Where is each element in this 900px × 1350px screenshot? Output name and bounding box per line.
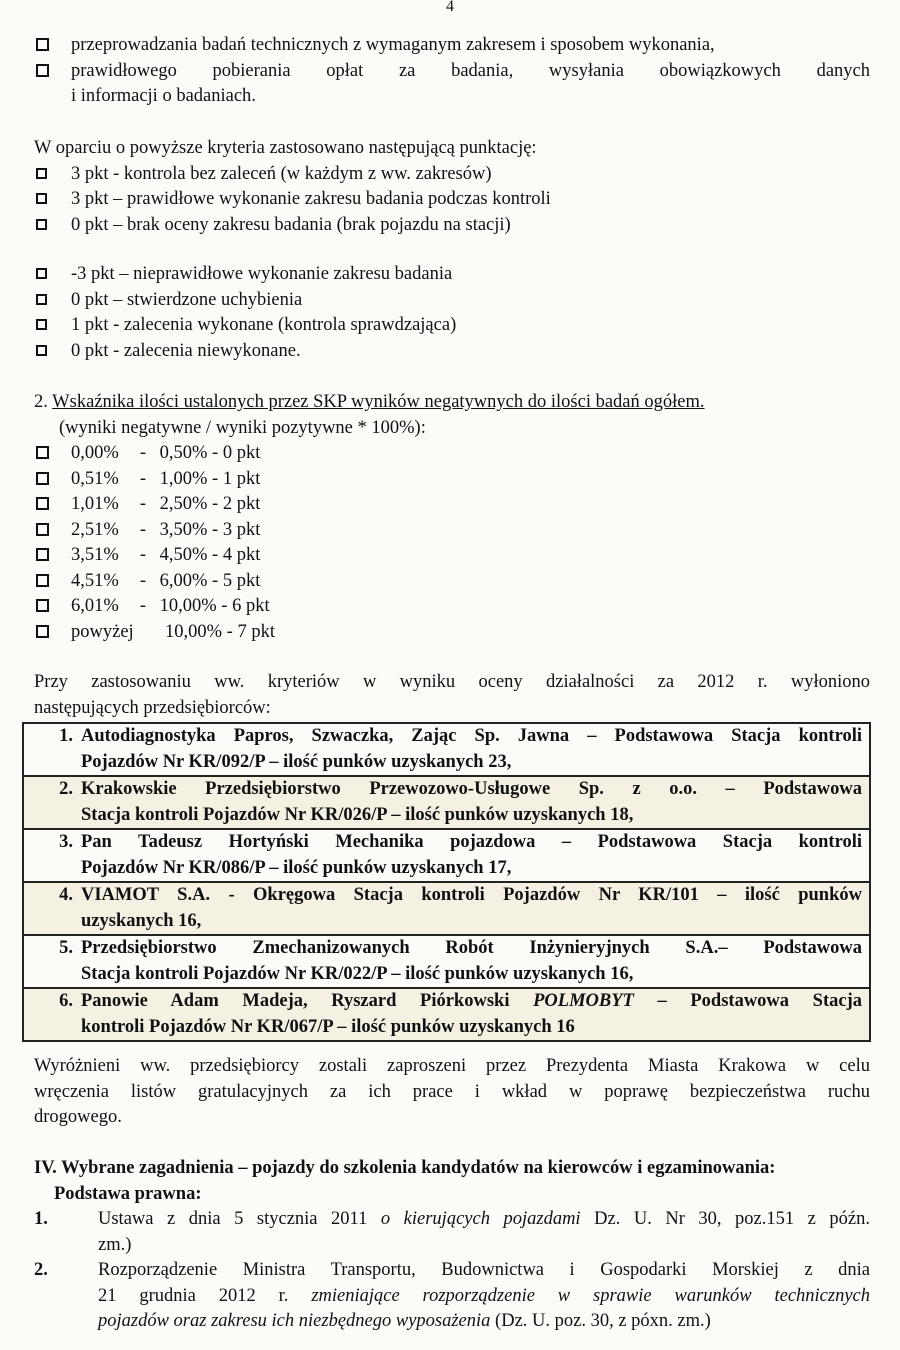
list-item: 0 pkt - zalecenia niewykonane. [34, 339, 870, 365]
points-intro: W oparciu o powyższe kryteria zastosowano następującą punktację: [34, 138, 537, 158]
checkbox-icon [36, 599, 49, 612]
checkbox-icon [36, 574, 49, 587]
table-row: 5. Przedsiębiorstwo Zmechanizowanych Robót Inżynieryjnych S.A.– Podstawowa Stacja kontroli Pojazdów Nr KR/022/P – ilość punków uzyskanych 16, [23, 935, 870, 988]
legal-item: 2. Rozporządzenie Ministra Transportu, Budownictwa i Gospodarki Morskiej z dnia 21 grudnia 2012 r. zmieniające rozporządzenie w sprawie warunków technicznych pojazdów oraz zakresu ich niezbędnego wyposażenia (Dz. U. poz. 30, z póxn. zm.) [34, 1260, 871, 1331]
intro-checklist [34, 33, 870, 110]
range-item: 0,00% - 0,50% - 0 pkt [34, 441, 870, 467]
section-2-title: Wskaźnika ilości ustalonych przez SKP wyników negatywnych do ilości badań ogółem. [52, 392, 705, 412]
checkbox-icon [36, 625, 49, 638]
table-row: 6. Panowie Adam Madeja, Ryszard Piórkowski POLMOBYT – Podstawowa Stacja kontroli Pojazdów Nr KR/067/P – ilość punków uzyskanych 16 [23, 988, 870, 1041]
range-item: powyżej 10,00% - 7 pkt [34, 620, 870, 646]
company-name-italic: POLMOBYT [533, 991, 634, 1011]
selection-paragraph: Przy zastosowaniu ww. kryteriów w wyniku oceny działalności za 2012 r. wyłoniono następujących przedsiębiorców: [34, 672, 870, 718]
range-item: 3,51% - 4,50% - 4 pkt [34, 543, 870, 569]
checkbox-icon [36, 268, 47, 279]
legal-basis-label: Podstawa prawna: [54, 1183, 202, 1204]
list-item: 3 pkt – prawidłowe wykonanie zakresu badania podczas kontroli [34, 187, 870, 213]
distinguished-paragraph: Wyróżnieni ww. przedsiębiorcy zostali zaproszeni przez Prezydenta Miasta Krakowa w celu wręczenia listów gratulacyjnych za ich prace i wkład w poprawę bezpieczeństwa ruchu drogowego. [34, 1056, 870, 1127]
checkbox-icon [36, 472, 49, 485]
table-row: 3. Pan Tadeusz Hortyński Mechanika pojazdowa – Podstawowa Stacja kontroli Pojazdów Nr KR/086/P – ilość punków uzyskanych 17, [23, 829, 870, 882]
points-section [34, 136, 870, 238]
list-item: 1 pkt - zalecenia wykonane (kontrola sprawdzająca) [34, 313, 870, 339]
page-number: 4 [446, 0, 454, 15]
firms-table [22, 722, 871, 1042]
legal-item: 1. Ustawa z dnia 5 stycznia 2011 o kierujących pojazdami Dz. U. Nr 30, poz.151 z późn. zm.) [34, 1209, 870, 1255]
checkbox-icon [36, 446, 49, 459]
section-2-heading: 2. Wskaźnika ilości ustalonych przez SKP wyników negatywnych do ilości badań ogółem. [34, 392, 705, 412]
checkbox-icon [36, 219, 47, 230]
checkbox-icon [36, 319, 47, 330]
section-4-title: IV. Wybrane zagadnienia – pojazdy do szkolenia kandydatów na kierowców i egzaminowania: [34, 1158, 776, 1178]
checkbox-icon [36, 168, 47, 179]
section-2-formula: (wyniki negatywne / wyniki pozytywne * 100%): [59, 417, 426, 438]
checkbox-icon [36, 294, 47, 305]
range-item: 0,51% - 1,00% - 1 pkt [34, 467, 870, 493]
checkbox-icon [36, 193, 47, 204]
list-item: przeprowadzania badań technicznych z wymaganym zakresem i sposobem wykonania, [34, 33, 870, 59]
list-item: 0 pkt – brak oceny zakresu badania (brak pojazdu na stacji) [34, 213, 870, 239]
list-item: 0 pkt – stwierdzone uchybienia [34, 288, 870, 314]
table-row: 2. Krakowskie Przedsiębiorstwo Przewozowo-Usługowe Sp. z o.o. – Podstawowa Stacja kontroli Pojazdów Nr KR/026/P – ilość punków uzyskanych 18, [23, 776, 870, 829]
table-row: 4. VIAMOT S.A. - Okręgowa Stacja kontroli Pojazdów Nr KR/101 – ilość punków uzyskanych 16, [23, 882, 870, 935]
table-row: 1. Autodiagnostyka Papros, Szwaczka, Zając Sp. Jawna – Podstawowa Stacja kontroli Pojazdów Nr KR/092/P – ilość punków uzyskanych 23, [23, 723, 870, 776]
list-item: 3 pkt - kontrola bez zaleceń (w każdym z ww. zakresów) [34, 162, 870, 188]
list-item: prawidłowego pobierania opłat za badania, wysyłania obowiązkowych danych [34, 59, 870, 85]
section-2 [34, 390, 870, 645]
range-item: 2,51% - 3,50% - 3 pkt [34, 518, 870, 544]
list-item-continuation: i informacji o badaniach. [71, 86, 256, 106]
range-item: 6,01% - 10,00% - 6 pkt [34, 594, 870, 620]
list-item: -3 pkt – nieprawidłowe wykonanie zakresu badania [34, 262, 870, 288]
checkbox-icon [36, 38, 49, 51]
ranges-list [34, 441, 870, 645]
section-4 [34, 1156, 870, 1335]
checkbox-icon [36, 345, 47, 356]
checkbox-icon [36, 497, 49, 510]
checkbox-icon [36, 523, 49, 536]
points-section-b [34, 262, 870, 364]
range-item: 4,51% - 6,00% - 5 pkt [34, 569, 870, 595]
checkbox-icon [36, 548, 49, 561]
checkbox-icon [36, 64, 49, 77]
range-item: 1,01% - 2,50% - 2 pkt [34, 492, 870, 518]
